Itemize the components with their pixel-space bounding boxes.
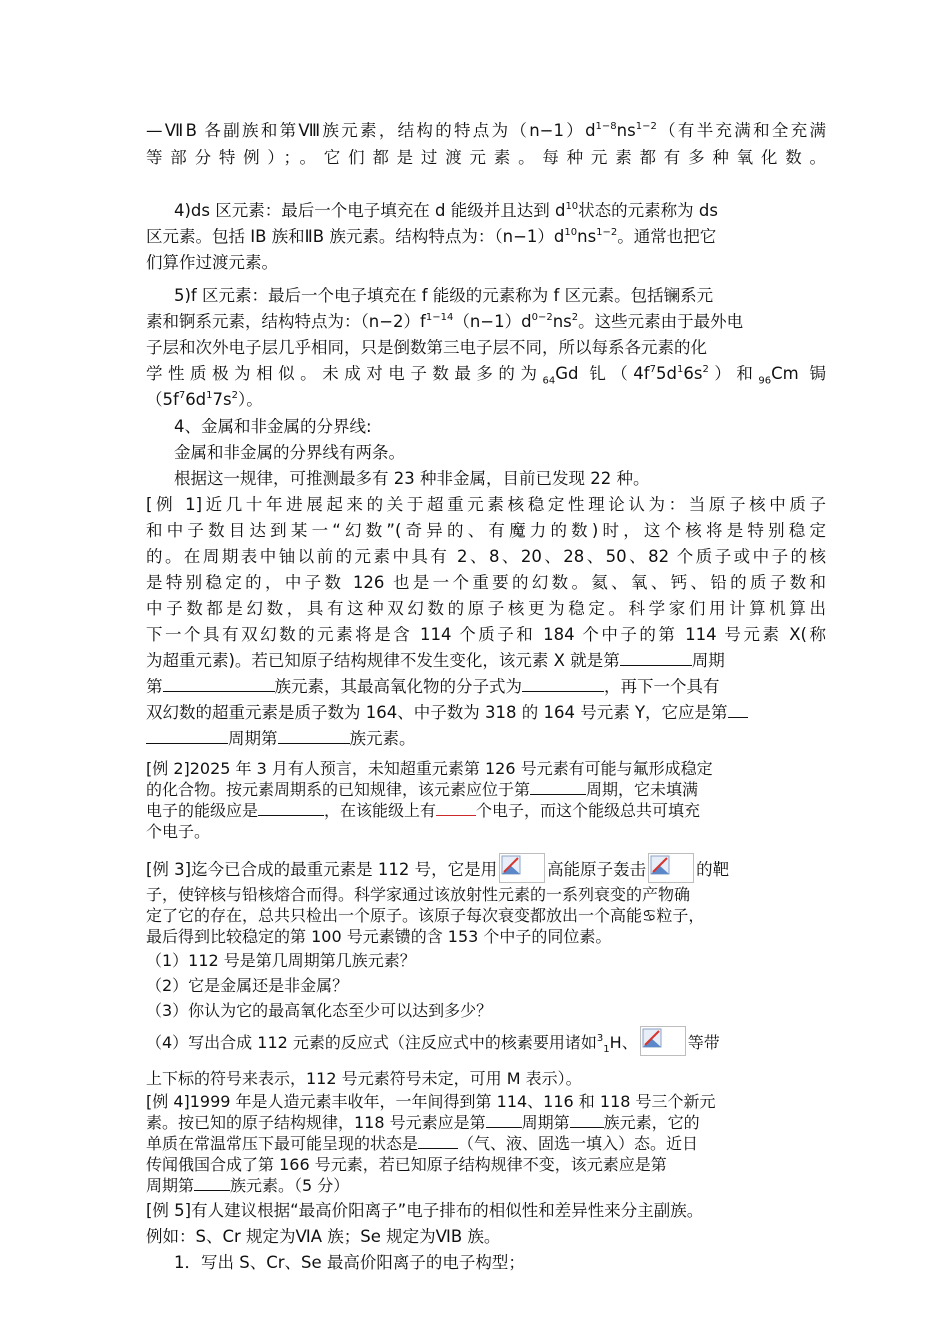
example-2-line-4: 个电子。	[146, 822, 211, 841]
example-3-question-3: （3）你认为它的最高氧化态至少可以达到多少？	[146, 1001, 493, 1020]
answer-blank-energy-level[interactable]	[258, 801, 324, 816]
example-3-line-2: 子，使锌核与铅核熔合而得。科学家通过该放射性元素的一系列衰变的产物确	[146, 885, 691, 904]
answer-blank-period[interactable]	[620, 651, 692, 666]
example-1-line-3: 的。在周期表中铀以前的元素中具有 2、8、20、28、50、82 个质子或中子的核	[146, 547, 826, 566]
example-5-line-3: 1．写出 S、Cr、Se 最高价阳离子的电子构型；	[174, 1253, 525, 1272]
example-1-line-5: 中子数都是幻数，具有这种双幻数的原子核更为稳定。科学家们用计算机算出	[146, 599, 826, 618]
example-1-line-7: 为超重元素)。若已知原子结构规律不发生变化，该元素 X 就是第 周期	[146, 651, 725, 670]
example-4-line-5: 周期第 族元素。（5 分）	[146, 1176, 350, 1195]
answer-blank-166-group[interactable]	[194, 1176, 230, 1191]
answer-blank-state[interactable]	[418, 1134, 458, 1149]
answer-blank-118-period[interactable]	[486, 1113, 522, 1128]
example-2-line-1: [例 2]2025 年 3 月有人预言，未知超重元素第 126 号元素有可能与氟形成稳定	[146, 759, 713, 778]
answer-blank-y-period-start[interactable]	[728, 703, 748, 718]
answer-blank-118-group[interactable]	[570, 1113, 604, 1128]
example-1-line-4: 是特别稳定的，中子数 126 也是一个重要的幻数。氦、氧、钙、铅的质子数和	[146, 573, 826, 592]
ds-block-line-1: 4)ds 区元素：最后一个电子填充在 d 能级并且达到 $d^{10}$状态的元素称为 ds	[174, 201, 718, 220]
example-5-line-1: [例 5]有人建议根据“最高价阳离子”电子排布的相似性和差异性来分主副族。	[146, 1201, 704, 1220]
section-4-line-2: 根据这一规律，可推测最多有 23 种非金属，目前已发现 22 种。	[174, 469, 650, 488]
example-2-line-2: 的化合物。按元素周期系的已知规律，该元素应位于第 周期，它未填满	[146, 780, 699, 799]
example-3-line-3: 定了它的存在，总共只检出一个原子。该原子每次衰变都放出一个高能♋粒子，	[146, 906, 705, 925]
answer-blank-126-period[interactable]	[530, 780, 586, 795]
example-1-line-8: 第 族元素，其最高氧化物的分子式为 ，再下一个具有	[146, 677, 720, 696]
example-4-line-1: [例 4]1999 年是人造元素丰收年，一年间得到第 114、116 和 118 号三个新元	[146, 1092, 716, 1111]
section-4-title: 4、金属和非金属的分界线:	[174, 417, 372, 436]
f-block-line-4: 学性质极为相似。未成对电子数最多的为$_{64}$Gd 钆$(4f^75d^16s^2)$和$_{96}$Cm 锔	[146, 364, 827, 387]
broken-image-icon	[648, 853, 694, 883]
example-1-line-1: [例 1]近几十年进展起来的关于超重元素核稳定性理论认为：当原子核中质子	[146, 495, 826, 514]
answer-blank-electron-count[interactable]	[436, 801, 476, 816]
ds-block-line-3: 们算作过渡元素。	[146, 253, 278, 272]
f-block-line-1: 5)f 区元素：最后一个电子填充在 f 能级的元素称为 f 区元素。包括镧系元	[174, 286, 714, 305]
f-block-line-3: 子层和次外电子层几乎相同，只是倒数第三电子层不同，所以每系各元素的化	[146, 338, 707, 357]
example-1-line-10: 周期第 族元素。	[146, 728, 416, 750]
example-4-line-2: 素。按已知的原子结构规律，118 号元素应是第 周期第 族元素，它的	[146, 1113, 700, 1132]
broken-image-icon	[499, 853, 545, 883]
broken-image-icon	[640, 1026, 686, 1056]
answer-blank-y-period[interactable]	[146, 729, 228, 744]
example-3-line-1: [例 3]迄今已合成的最重元素是 112 号，它是用 高能原子轰击 的靶	[146, 853, 729, 883]
example-1-line-9: 双幻数的超重元素是质子数为 164、中子数为 318 的 164 号元素 Y，它应是第	[146, 702, 748, 724]
example-3-question-2: （2）它是金属还是非金属？	[146, 976, 349, 995]
d-block-line-1: —ⅦB 各副族和第Ⅷ族元素，结构的特点为$(n-1)d^{1-8}ns^{1-2}$（有半充满和全充满	[146, 121, 826, 140]
answer-blank-y-group[interactable]	[278, 729, 350, 744]
answer-blank-group[interactable]	[163, 677, 275, 692]
example-2-line-3: 电子的能级应是 ，在该能级上有 个电子，而这个能级总共可填充	[146, 801, 701, 820]
example-3-line-4: 最后得到比较稳定的第 100 号元素镄的含 153 个中子的同位素。	[146, 927, 612, 946]
example-5-line-2: 例如：S、Cr 规定为ⅥA 族；Se 规定为ⅥB 族。	[146, 1227, 501, 1246]
example-3-question-1: （1）112 号是第几周期第几族元素？	[146, 951, 416, 970]
example-3-question-4-cont: 上下标的符号来表示，112 号元素符号未定，可用 M 表示）。	[146, 1069, 582, 1088]
section-4-line-1: 金属和非金属的分界线有两条。	[174, 443, 405, 462]
d-block-line-2: 等部分特例）；。它们都是过渡元素。每种元素都有多种氧化数。	[146, 148, 826, 167]
example-3-question-4: （4）写出合成 112 元素的反应式（注反应式中的核素要用诸如$^3_1$H、 等带	[146, 1026, 720, 1056]
ds-block-line-2: 区元素。包括 IB 族和ⅡB 族元素。结构特点为：$(n-1)d^{10}ns^{1-2}$。通常也把它	[146, 227, 717, 246]
answer-blank-oxide-formula[interactable]	[522, 677, 604, 692]
example-1-line-6: 下一个具有双幻数的元素将是含 114 个质子和 184 个中子的第 114 号元素 X(称	[146, 625, 826, 644]
example-1-line-2: 和中子数目达到某一“幻数”(奇异的、有魔力的数)时，这个核将是特别稳定	[146, 521, 826, 540]
f-block-line-5: $(5f^76d^17s^2)$。	[146, 390, 263, 409]
example-4-line-3: 单质在常温常压下最可能呈现的状态是 （气、液、固选一填入）态。近日	[146, 1134, 699, 1153]
example-4-line-4: 传闻俄国合成了第 166 号元素，若已知原子结构规律不变，该元素应是第	[146, 1155, 667, 1174]
f-block-line-2: 素和锕系元素，结构特点为：$(n-2)f^{1-14}(n-1)d^{0-2}ns^2$。这些元素由于最外电	[146, 312, 744, 331]
